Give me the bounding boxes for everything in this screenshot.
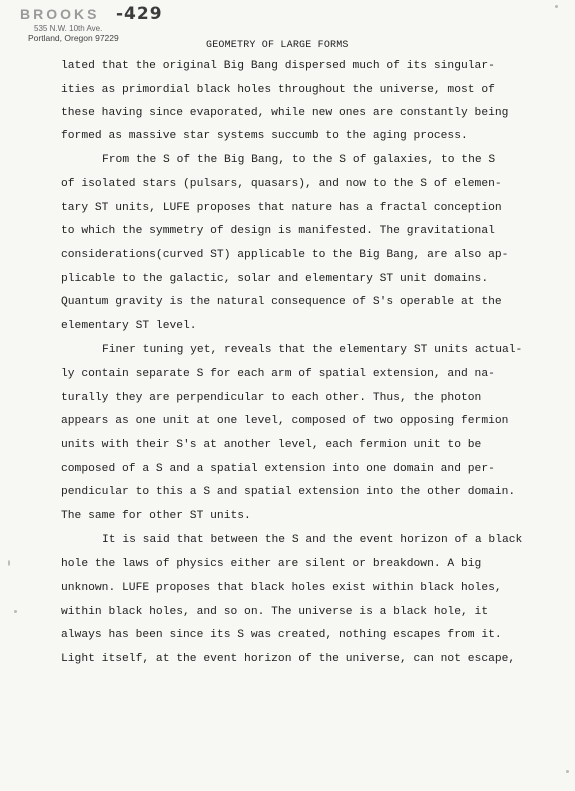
text-line: of isolated stars (pulsars, quasars), and now to the S of elemen-: [61, 178, 502, 190]
text-line: within black holes, and so on. The universe is a black hole, it: [61, 606, 489, 618]
page-heading: GEOMETRY OF LARGE FORMS: [206, 40, 349, 51]
text-line: Light itself, at the event horizon of the universe, can not escape,: [61, 653, 516, 665]
text-line: It is said that between the S and the event horizon of a black: [102, 534, 523, 546]
scan-speck: [14, 610, 17, 613]
text-line: Finer tuning yet, reveals that the elementary ST units actual-: [102, 344, 523, 356]
text-line: formed as massive star systems succumb to the aging process.: [61, 130, 468, 142]
text-line: these having since evaporated, while new ones are constantly being: [61, 107, 509, 119]
text-line: to which the symmetry of design is manifested. The gravitational: [61, 225, 495, 237]
stamp-address: 535 N.W. 10th Ave.: [34, 24, 103, 33]
text-line: elementary ST level.: [61, 320, 197, 332]
text-line: From the S of the Big Bang, to the S of galaxies, to the S: [102, 154, 496, 166]
stamp-name: BROOKS: [20, 6, 100, 22]
text-line: turally they are perpendicular to each other. Thus, the photon: [61, 392, 482, 404]
scan-speck: [8, 560, 10, 566]
text-line: considerations(curved ST) applicable to the Big Bang, are also ap-: [61, 249, 509, 261]
text-line: units with their S's at another level, each fermion unit to be: [61, 439, 482, 451]
text-line: unknown. LUFE proposes that black holes exist within black holes,: [61, 582, 502, 594]
text-line: ities as primordial black holes throughout the universe, most of: [61, 84, 495, 96]
address-stamp: [20, 4, 163, 43]
text-line: plicable to the galactic, solar and elementary ST unit domains.: [61, 273, 489, 285]
scan-speck: [555, 5, 558, 8]
stamp-number: -429: [116, 4, 163, 24]
text-line: always has been since its S was created, nothing escapes from it.: [61, 629, 502, 641]
scan-speck: [566, 770, 569, 773]
text-line: Quantum gravity is the natural consequence of S's operable at the: [61, 296, 502, 308]
text-line: lated that the original Big Bang dispersed much of its singular-: [61, 60, 495, 72]
text-line: ly contain separate S for each arm of spatial extension, and na-: [61, 368, 495, 380]
text-line: pendicular to this a S and spatial extension into the other domain.: [61, 486, 516, 498]
text-line: composed of a S and a spatial extension into one domain and per-: [61, 463, 495, 475]
text-line: The same for other ST units.: [61, 510, 251, 522]
text-line: tary ST units, LUFE proposes that nature has a fractal conception: [61, 202, 502, 214]
stamp-city: Portland, Oregon 97229: [28, 33, 119, 43]
text-line: hole the laws of physics either are silent or breakdown. A big: [61, 558, 482, 570]
text-line: appears as one unit at one level, composed of two opposing fermion: [61, 415, 509, 427]
